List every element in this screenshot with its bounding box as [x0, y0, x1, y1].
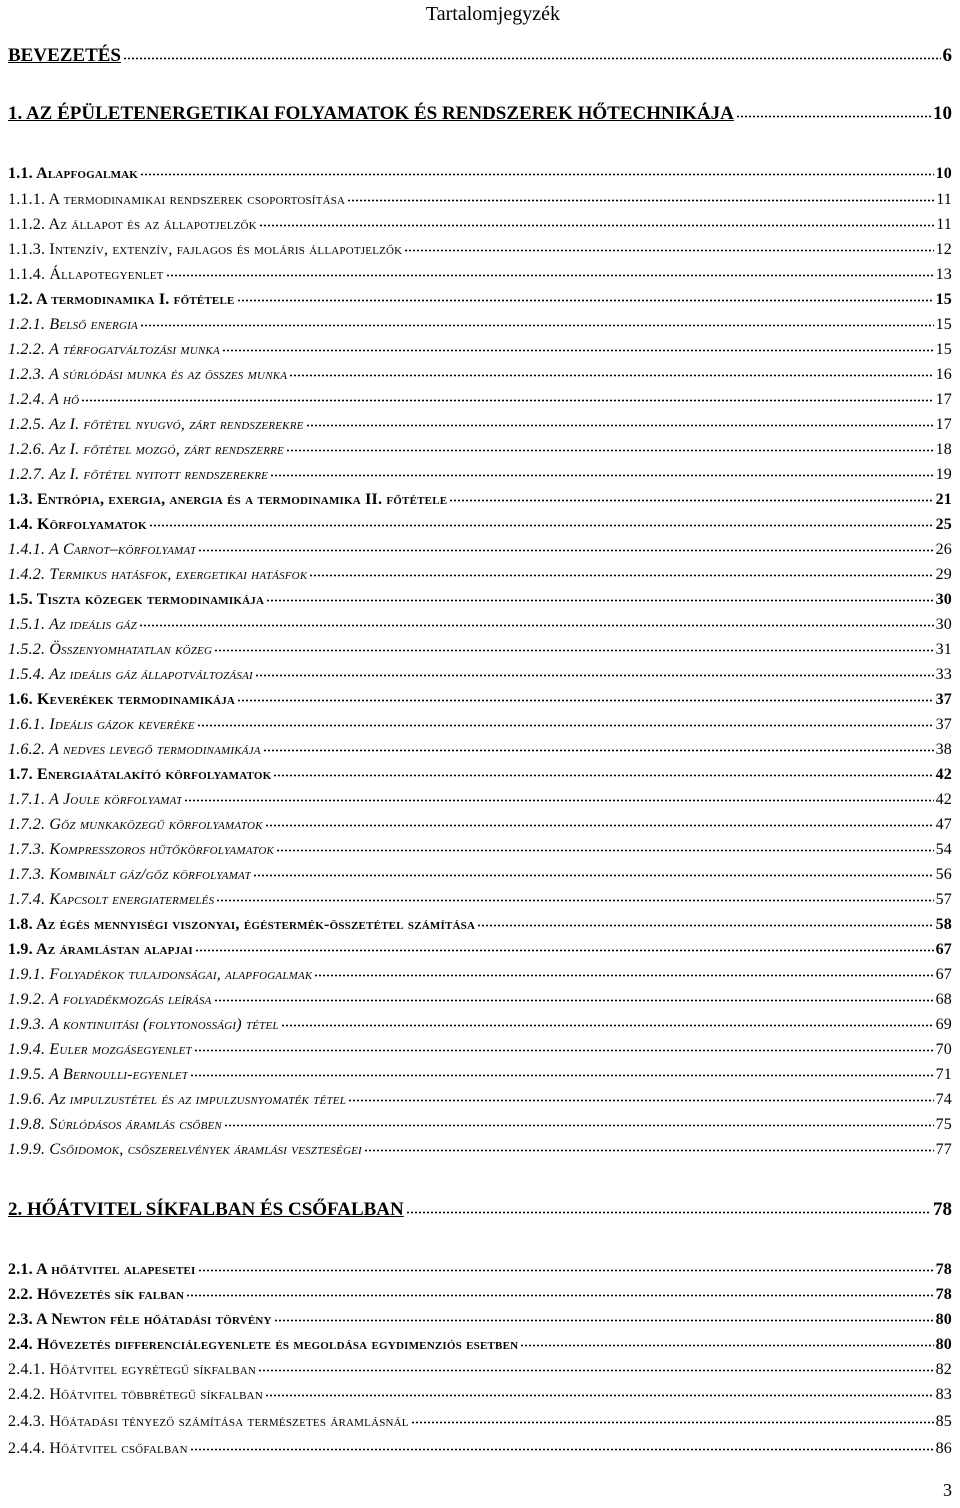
toc-dot-leader [166, 263, 934, 279]
toc-entry[interactable] [8, 913, 952, 935]
toc-dot-leader [406, 1196, 931, 1215]
toc-entry[interactable] [8, 363, 952, 385]
toc-entry-title: 2.3. A Newton féle hőátadási törvény [8, 1311, 272, 1328]
toc-entry-page: 29 [935, 566, 952, 583]
toc-entry-page: 26 [935, 541, 952, 558]
toc-entry-page: 68 [935, 991, 952, 1008]
toc-dot-leader [270, 463, 934, 479]
toc-dot-leader [198, 1258, 934, 1274]
toc-entry-page: 10 [935, 165, 952, 182]
toc-entry-title: 1.7.1. A Joule körfolyamat [8, 791, 183, 808]
toc-entry-title: 1.6.2. A nedves levegő termodinamikája [8, 741, 261, 758]
toc-entry[interactable] [8, 513, 952, 535]
toc-entry-page: 56 [935, 866, 952, 883]
toc-entry-page: 80 [935, 1336, 952, 1353]
toc-entry[interactable] [8, 738, 952, 760]
toc-dot-leader [81, 388, 933, 404]
toc-entry[interactable] [8, 1283, 952, 1305]
toc-entry-title: 1.6.1. Ideális gázok keveréke [8, 716, 195, 733]
toc-entry-title: 1.2.4. A hő [8, 391, 80, 408]
page-number: 3 [943, 1480, 952, 1500]
toc-dot-leader [214, 638, 933, 654]
toc-dot-leader [263, 738, 934, 754]
toc-entry-title: 1.4.1. A Carnot–körfolyamat [8, 541, 197, 558]
toc-entry[interactable] [8, 162, 952, 184]
toc-dot-leader [266, 588, 934, 604]
toc-dot-leader [259, 213, 934, 229]
toc-entry-title: 2. HŐÁTVITEL SÍKFALBAN ÉS CSŐFALBAN [8, 1199, 404, 1220]
toc-dot-leader [348, 1088, 934, 1104]
toc-entry-page: 16 [935, 366, 952, 383]
toc-entry[interactable] [8, 1410, 952, 1432]
toc-entry[interactable] [8, 788, 952, 810]
toc-entry[interactable] [8, 888, 952, 910]
toc-entry-page: 19 [935, 466, 952, 483]
toc-entry-page: 38 [935, 741, 952, 758]
toc-entry-page: 15 [935, 341, 952, 358]
toc-entry-title: 1.4. Körfolyamatok [8, 516, 147, 533]
toc-dot-leader [184, 788, 933, 804]
toc-entry[interactable] [8, 1013, 952, 1035]
toc-entry-page: 37 [935, 716, 952, 733]
toc-entry[interactable] [8, 438, 952, 460]
toc-entry[interactable] [8, 1063, 952, 1085]
toc-entry[interactable] [8, 538, 952, 560]
toc-entry[interactable] [8, 388, 952, 410]
toc-entry-page: 25 [935, 516, 952, 533]
toc-entry-page: 13 [935, 266, 952, 283]
toc-entry-page: 11 [936, 191, 952, 208]
toc-entry[interactable] [8, 1038, 952, 1060]
toc-entry-title: 2.4.1. Hőátvitel egyrétegű síkfalban [8, 1361, 257, 1378]
toc-dot-leader [149, 513, 934, 529]
toc-entry[interactable] [8, 1383, 952, 1405]
toc-entry[interactable] [8, 1196, 952, 1222]
toc-entry[interactable] [8, 638, 952, 660]
toc-dot-leader [265, 813, 934, 829]
toc-entry[interactable] [8, 663, 952, 685]
toc-entry-page: 33 [935, 666, 952, 683]
toc-entry-page: 78 [935, 1286, 952, 1303]
toc-dot-leader [347, 188, 934, 204]
toc-entry-title: 1.9.4. Euler mozgásegyenlet [8, 1041, 192, 1058]
toc-entry-title: 2.4.3. Hőátadási tényező számítása természetes áramlásnál [8, 1413, 409, 1430]
toc-entry-page: 71 [935, 1066, 952, 1083]
toc-entry-page: 47 [935, 816, 952, 833]
toc-entry[interactable] [8, 213, 952, 235]
toc-entry-page: 15 [935, 316, 952, 333]
toc-entry-title: 1. AZ ÉPÜLETENERGETIKAI FOLYAMATOK ÉS RENDSZEREK HŐTECHNIKÁJA [8, 103, 734, 124]
toc-entry-page: 75 [935, 1116, 952, 1133]
toc-entry-page: 77 [935, 1141, 952, 1158]
toc-entry-page: 58 [935, 916, 952, 933]
toc-entry-title: 1.5.1. Az ideális gáz [8, 616, 137, 633]
toc-entry-title: 2.1. A hőátvitel alapesetei [8, 1261, 196, 1278]
toc-entry[interactable] [8, 563, 952, 585]
toc-entry-title: 1.5.2. Összenyomhatatlan közeg [8, 641, 213, 658]
toc-entry-title: 1.2.3. A súrlódási munka és az összes munka [8, 366, 288, 383]
toc-entry-title: 1.1.4. Állapotegyenlet [8, 266, 164, 283]
toc-entry-page: 67 [935, 966, 952, 983]
toc-dot-leader [286, 438, 934, 454]
toc-dot-leader [314, 963, 933, 979]
toc-entry[interactable] [8, 1138, 952, 1160]
toc-entry-title: 1.9. Az áramlástan alapjai [8, 941, 193, 958]
toc-entry[interactable] [8, 463, 952, 485]
toc-entry[interactable] [8, 238, 952, 260]
toc-entry[interactable] [8, 588, 952, 610]
toc-entry-page: 85 [935, 1413, 952, 1430]
toc-dot-leader [736, 100, 931, 119]
toc-entry-title: 1.2.7. Az I. főtétel nyitott rendszerekre [8, 466, 269, 483]
toc-entry-title: 1.3. Entrópia, exergia, anergia és a termodinamika II. főtétele [8, 491, 448, 508]
toc-entry-page: 83 [935, 1386, 952, 1403]
toc-entry-title: 1.6. Keverékek termodinamikája [8, 691, 236, 708]
toc-entry[interactable] [8, 413, 952, 435]
toc-entry[interactable] [8, 713, 952, 735]
toc-entry-title: 1.2.6. Az I. főtétel mozgó, zárt rendszerre [8, 441, 284, 458]
toc-entry[interactable] [8, 938, 952, 960]
toc-dot-leader [195, 938, 934, 954]
toc-dot-leader [258, 1358, 934, 1374]
toc-entry[interactable] [8, 763, 952, 785]
toc-entry-title: 1.5.4. Az ideális gáz állapotváltozásai [8, 666, 253, 683]
toc-entry-title: 1.9.5. A Bernoulli-egyenlet [8, 1066, 189, 1083]
toc-entry-page: 37 [935, 691, 952, 708]
toc-dot-leader [186, 1283, 933, 1299]
toc-entry-title: 2.4. Hővezetés differenciálegyenlete és megoldása egydimenziós esetben [8, 1336, 519, 1353]
toc-dot-leader [306, 413, 934, 429]
toc-entry[interactable] [8, 338, 952, 360]
toc-entry[interactable] [8, 288, 952, 310]
toc-entry-page: 30 [935, 591, 952, 608]
toc-entry[interactable] [8, 863, 952, 885]
toc-entry-page: 70 [935, 1041, 952, 1058]
toc-entry-page: 80 [935, 1311, 952, 1328]
toc-dot-leader [140, 162, 934, 178]
toc-entry-title: 1.1.1. A termodinamikai rendszerek csoportosítása [8, 191, 346, 208]
toc-entry-page: 21 [935, 491, 952, 508]
toc-dot-leader [140, 313, 934, 329]
toc-dot-leader [216, 888, 933, 904]
toc-entry-title: 1.7.3. Kombinált gáz/gőz körfolyamat [8, 866, 251, 883]
toc-dot-leader [139, 613, 934, 629]
toc-entry-title: 1.9.8. Súrlódásos áramlás csőben [8, 1116, 222, 1133]
toc-entry[interactable] [8, 1113, 952, 1135]
toc-entry[interactable] [8, 813, 952, 835]
toc-entry[interactable] [8, 313, 952, 335]
toc-dot-leader [190, 1063, 934, 1079]
toc-entry-title: 1.8. Az égés mennyiségi viszonyai, égéstermék-összetétel számítása [8, 916, 476, 933]
toc-entry-title: 1.5. Tiszta közegek termodinamikája [8, 591, 265, 608]
toc-entry-page: 30 [935, 616, 952, 633]
toc-dot-leader [265, 1383, 934, 1399]
toc-entry[interactable] [8, 263, 952, 285]
toc-dot-leader [190, 1437, 934, 1453]
toc-entry-title: 1.9.6. Az impulzustétel és az impulzusnyomaték tétel [8, 1091, 347, 1108]
toc-entry[interactable] [8, 1437, 952, 1459]
toc-dot-leader [194, 1038, 934, 1054]
toc-entry-page: 82 [935, 1361, 952, 1378]
toc-entry-title: 1.7.4. Kapcsolt energiatermelés [8, 891, 215, 908]
toc-entry[interactable] [8, 188, 952, 210]
toc-entry-title: 2.4.4. Hőátvitel csőfalban [8, 1440, 188, 1457]
toc-entry-title: 1.7.3. Kompresszoros hűtőkörfolyamatok [8, 841, 275, 858]
toc-entry-title: 1.1.3. Intenzív, extenzív, fajlagos és moláris állapotjelzők [8, 241, 403, 258]
toc-entry[interactable] [8, 963, 952, 985]
toc-entry[interactable] [8, 838, 952, 860]
toc-dot-leader [255, 663, 934, 679]
toc-dot-leader [520, 1333, 933, 1349]
toc-entry-page: 42 [935, 766, 952, 783]
toc-entry-title: 1.7.2. Gőz munkaközegű körfolyamatok [8, 816, 263, 833]
toc-entry[interactable] [8, 988, 952, 1010]
toc-dot-leader [237, 288, 934, 304]
toc-dot-leader [276, 838, 934, 854]
page-header: Tartalomjegyzék [425, 3, 560, 25]
toc-dot-leader [214, 988, 934, 1004]
toc-dot-leader [289, 363, 933, 379]
toc-entry-page: 31 [935, 641, 952, 658]
toc-dot-leader [222, 338, 934, 354]
toc-dot-leader [411, 1410, 934, 1426]
toc-dot-leader [477, 913, 933, 929]
toc-entry[interactable] [8, 1258, 952, 1280]
toc-entry-title: 1.1.2. Az állapot és az állapotjelzők [8, 216, 257, 233]
toc-dot-leader [309, 563, 933, 579]
toc-entry[interactable] [8, 1088, 952, 1110]
toc-dot-leader [123, 42, 941, 61]
toc-dot-leader [364, 1138, 934, 1154]
toc-entry-title: BEVEZETÉS [8, 45, 121, 66]
toc-entry[interactable] [8, 613, 952, 635]
toc-entry-title: 1.9.1. Folyadékok tulajdonságai, alapfogalmak [8, 966, 313, 983]
toc-entry-page: 17 [935, 391, 952, 408]
toc-entry-page: 78 [935, 1261, 952, 1278]
toc-entry-title: 1.2.1. Belső energia [8, 316, 138, 333]
toc-entry-title: 1.4.2. Termikus hatásfok, exergetikai hatásfok [8, 566, 308, 583]
toc-entry-page: 57 [935, 891, 952, 908]
toc-dot-leader [273, 763, 933, 779]
toc-dot-leader [197, 713, 934, 729]
toc-entry[interactable] [8, 688, 952, 710]
toc-entry-page: 67 [935, 941, 952, 958]
toc-entry-title: 2.2. Hővezetés sík falban [8, 1286, 185, 1303]
toc-entry-page: 86 [935, 1440, 952, 1457]
toc-entry-page: 42 [935, 791, 952, 808]
toc-entry-title: 1.1. Alapfogalmak [8, 165, 139, 182]
toc-entry-title: 2.4.2. Hőátvitel többrétegű síkfalban [8, 1386, 263, 1403]
toc-entry-page: 12 [935, 241, 952, 258]
toc-dot-leader [237, 688, 934, 704]
toc-dot-leader [274, 1308, 934, 1324]
toc-entry-page: 74 [935, 1091, 952, 1108]
toc-entry-title: 1.9.3. A kontinuitási (folytonossági) tétel [8, 1016, 279, 1033]
toc-entry-title: 1.7. Energiaátalakító körfolyamatok [8, 766, 272, 783]
toc-entry-page: 6 [942, 45, 952, 66]
toc-entry[interactable] [8, 1308, 952, 1330]
toc-entry-title: 1.9.2. A folyadékmozgás leírása [8, 991, 212, 1008]
toc-entry-page: 15 [935, 291, 952, 308]
toc-entry-page: 11 [936, 216, 952, 233]
toc-dot-leader [404, 238, 933, 254]
toc-entry[interactable] [8, 42, 952, 68]
toc-entry[interactable] [8, 1333, 952, 1355]
toc-entry-page: 78 [933, 1199, 952, 1220]
toc-dot-leader [253, 863, 934, 879]
toc-entry-page: 69 [935, 1016, 952, 1033]
toc-entry-page: 18 [935, 441, 952, 458]
toc-dot-leader [449, 488, 933, 504]
toc-dot-leader [224, 1113, 934, 1129]
toc-entry-page: 10 [933, 103, 952, 124]
toc-dot-leader [281, 1013, 934, 1029]
toc-entry[interactable] [8, 1358, 952, 1380]
toc-entry[interactable] [8, 488, 952, 510]
toc-entry-page: 54 [935, 841, 952, 858]
toc-entry-title: 1.2.2. A térfogatváltozási munka [8, 341, 220, 358]
toc-entry-title: 1.9.9. Csőidomok, csőszerelvények áramlási veszteségei [8, 1141, 362, 1158]
toc-dot-leader [198, 538, 933, 554]
toc-entry-title: 1.2. A termodinamika I. főtétele [8, 291, 235, 308]
toc-entry[interactable] [8, 100, 952, 126]
toc-entry-page: 17 [935, 416, 952, 433]
toc-entry-title: 1.2.5. Az I. főtétel nyugvó, zárt rendszerekre [8, 416, 304, 433]
